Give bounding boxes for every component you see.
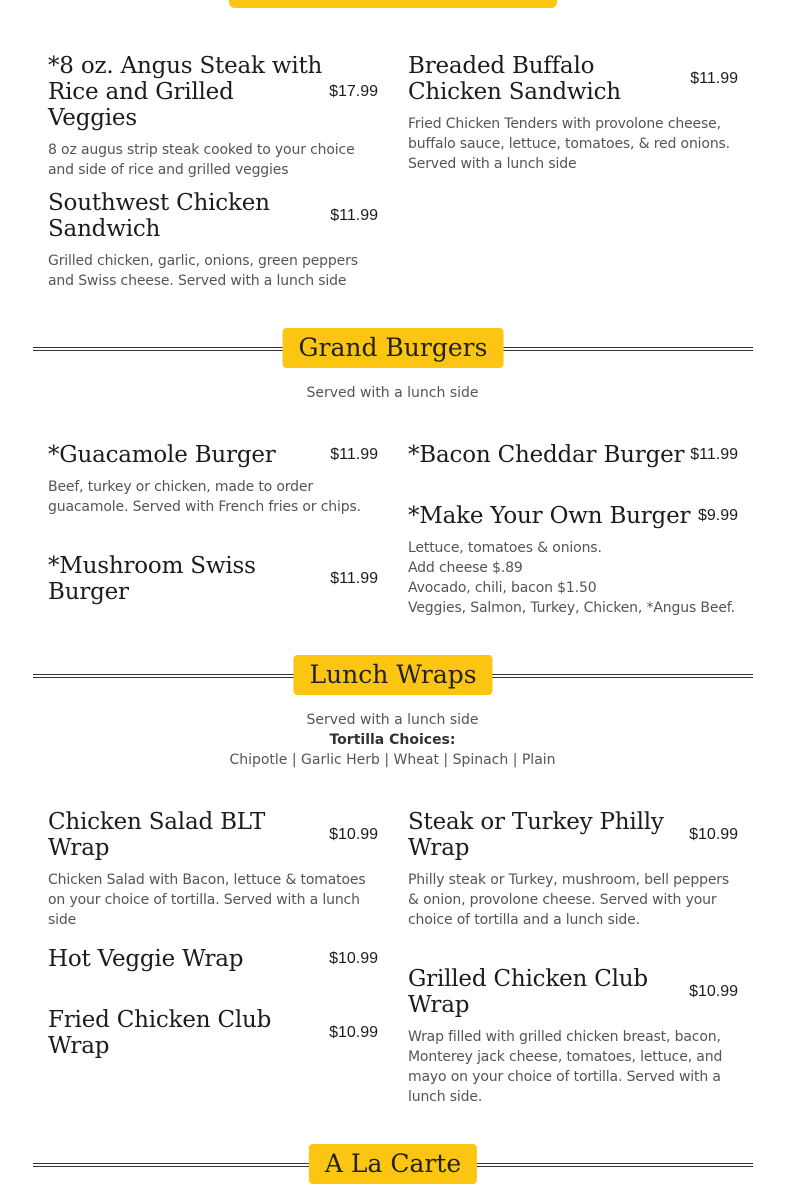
item-title: *8 oz. Angus Steak with Rice and Grilled Veggies — [48, 53, 323, 131]
item-title: Grilled Chicken Club Wrap — [408, 966, 648, 1018]
item-title: Breaded Buffalo Chicken Sandwich — [408, 53, 621, 105]
menu-item-hot-veggie-wrap — [48, 946, 378, 972]
item-description: Philly steak or Turkey, mushroom, bell peppers & onion, provolone cheese. Served with your choice of tortilla and a lunch side. — [408, 872, 730, 928]
item-description: Fried Chicken Tenders with provolone cheese, buffalo sauce, lettuce, tomatoes, & red onions. Served with a lunch side — [408, 116, 730, 172]
item-title: *Mushroom Swiss Burger — [48, 553, 256, 605]
item-title: Chicken Salad BLT Wrap — [48, 809, 266, 861]
item-title: *Bacon Cheddar Burger — [408, 442, 685, 468]
menu-item-buffalo-chicken — [408, 53, 738, 174]
menu-item-southwest-chicken — [48, 190, 378, 291]
item-price: $10.99 — [329, 950, 378, 967]
desc-line: Lettuce, tomatoes & onions. — [408, 540, 602, 556]
section-note: Served with a lunch side — [306, 385, 479, 401]
item-title: Hot Veggie Wrap — [48, 946, 244, 972]
section-note: Served with a lunch side — [306, 712, 479, 728]
item-price: $10.99 — [329, 1024, 378, 1041]
item-title: Southwest Chicken Sandwich — [48, 190, 270, 242]
previous-section-banner — [229, 0, 557, 8]
item-description: 8 oz augus strip steak cooked to your choice and side of rice and grilled veggies — [48, 142, 355, 178]
section-title: Grand Burgers — [283, 328, 504, 368]
item-description: Chicken Salad with Bacon, lettuce & tomatoes on your choice of tortilla. Served with a lunch side — [48, 872, 366, 928]
item-price: $11.99 — [690, 70, 738, 87]
menu-item-angus-steak — [48, 53, 378, 180]
item-price: $11.99 — [330, 570, 378, 587]
item-price: $10.99 — [329, 826, 378, 843]
section-header-wraps — [33, 655, 753, 697]
menu-item-fried-chicken-club-wrap — [48, 1007, 378, 1059]
menu-item-philly-wrap — [408, 809, 738, 930]
section-title: Lunch Wraps — [293, 655, 492, 695]
menu-item-chicken-salad-blt-wrap — [48, 809, 378, 930]
item-description: Beef, turkey or chicken, made to order guacamole. Served with French fries or chips. — [48, 479, 361, 515]
item-title: Steak or Turkey Philly Wrap — [408, 809, 664, 861]
item-price: $11.99 — [330, 446, 378, 463]
item-price: $11.99 — [690, 446, 738, 463]
item-price: $10.99 — [689, 826, 738, 843]
menu-item-bacon-cheddar-burger — [408, 442, 738, 468]
item-price: $11.99 — [330, 207, 378, 224]
item-price: $17.99 — [329, 83, 378, 100]
desc-line: Veggies, Salmon, Turkey, Chicken, *Angus Beef. — [408, 600, 735, 616]
desc-line: Avocado, chili, bacon $1.50 — [408, 580, 597, 596]
desc-line: Add cheese $.89 — [408, 560, 523, 576]
menu-item-make-your-own-burger — [408, 503, 738, 618]
section-header-alacarte — [33, 1144, 753, 1186]
item-price: $10.99 — [689, 983, 738, 1000]
section-header-burgers — [33, 328, 753, 370]
item-description: Wrap filled with grilled chicken breast, bacon, Monterey jack cheese, tomatoes, lettuce, and mayo on your choice of tortilla. Served with a lunch side. — [408, 1029, 723, 1105]
menu-item-guacamole-burger — [48, 442, 378, 517]
section-title: A La Carte — [309, 1144, 477, 1184]
menu-item-grilled-chicken-club-wrap — [408, 966, 738, 1107]
item-description: Grilled chicken, garlic, onions, green peppers and Swiss cheese. Served with a lunch side — [48, 253, 358, 289]
item-title: *Guacamole Burger — [48, 442, 276, 468]
tortilla-label: Tortilla Choices: — [329, 732, 456, 748]
menu-item-mushroom-swiss-burger — [48, 553, 378, 605]
item-description — [408, 538, 738, 618]
item-price: $9.99 — [697, 507, 738, 524]
item-title: *Make Your Own Burger — [408, 503, 691, 529]
tortilla-options: Chipotle | Garlic Herb | Wheat | Spinach | Plain — [229, 752, 556, 768]
item-title: Fried Chicken Club Wrap — [48, 1007, 272, 1059]
